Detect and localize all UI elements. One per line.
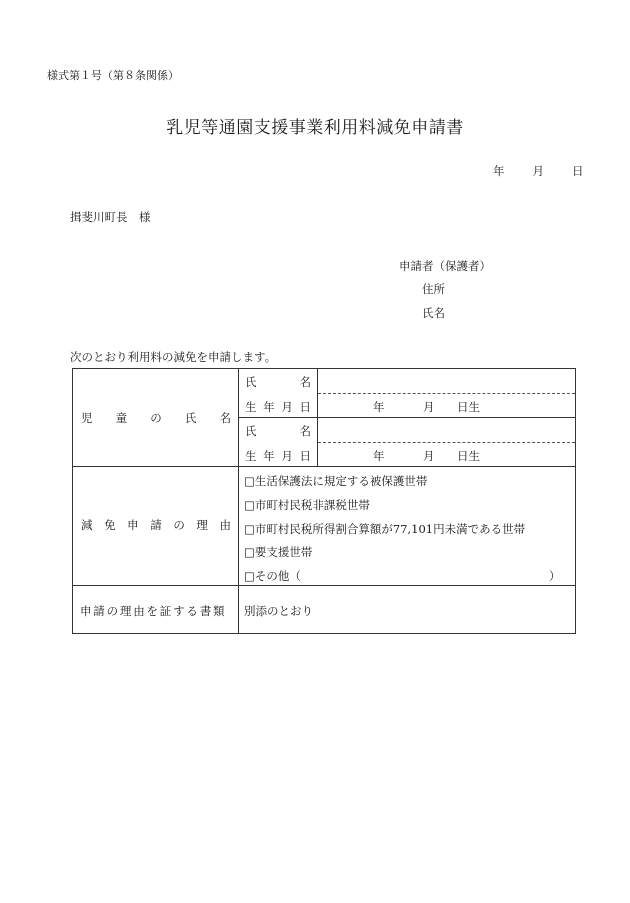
proof-label: 申請の理由を証する書類	[80, 604, 227, 618]
dashed-divider-1	[318, 393, 575, 394]
child1-name-label: 氏 名	[245, 375, 311, 389]
child1-birth-year: 年	[373, 400, 385, 414]
proof-value: 別添のとおり	[244, 604, 313, 618]
child2-birth-year: 年	[373, 449, 385, 463]
child-row-divider	[239, 417, 575, 418]
column-divider	[238, 369, 239, 633]
child2-birth-month: 月	[423, 449, 435, 463]
application-table	[72, 368, 576, 634]
reason-option-tax-exempt[interactable]: □市町村民税非課税世帯	[244, 498, 370, 512]
child1-birth-label: 生 年 月 日	[245, 400, 311, 414]
date-day: 日	[572, 164, 584, 178]
date-line	[493, 163, 584, 179]
applicant-name-label: 氏名	[422, 306, 445, 320]
date-year: 年	[493, 164, 505, 178]
dashed-divider-2	[318, 442, 575, 443]
reason-option-income-below[interactable]: □市町村民税所得割合算額が77,101円未満である世帯	[244, 522, 526, 536]
addressee: 揖斐川町長 様	[70, 210, 151, 224]
applicant-address-label: 住所	[422, 282, 445, 296]
reason-section-label: 減 免 申 請 の 理 由	[81, 518, 231, 532]
child-section-label: 児 童 の 氏 名	[81, 411, 231, 425]
child1-birth-day: 日生	[457, 400, 480, 414]
child2-name-label: 氏 名	[245, 424, 311, 438]
row-divider-1	[73, 466, 575, 467]
page-title: 乳児等通園支援事業利用料減免申請書	[166, 118, 464, 138]
reason-option-support[interactable]: □要支援世帯	[244, 545, 313, 559]
reason-other-close: ）	[549, 569, 561, 583]
child1-birth-month: 月	[423, 400, 435, 414]
applicant-heading: 申請者（保護者）	[399, 259, 491, 273]
date-month: 月	[532, 164, 544, 178]
child2-birth-label: 生 年 月 日	[245, 449, 311, 463]
reason-option-welfare[interactable]: □生活保護法に規定する被保護世帯	[244, 474, 428, 488]
row-divider-2	[73, 585, 575, 586]
form-number: 様式第１号（第８条関係）	[47, 69, 179, 82]
reason-option-other[interactable]: □その他（	[244, 569, 301, 583]
intro-text: 次のとおり利用料の減免を申請します。	[70, 350, 277, 364]
child2-birth-day: 日生	[457, 449, 480, 463]
